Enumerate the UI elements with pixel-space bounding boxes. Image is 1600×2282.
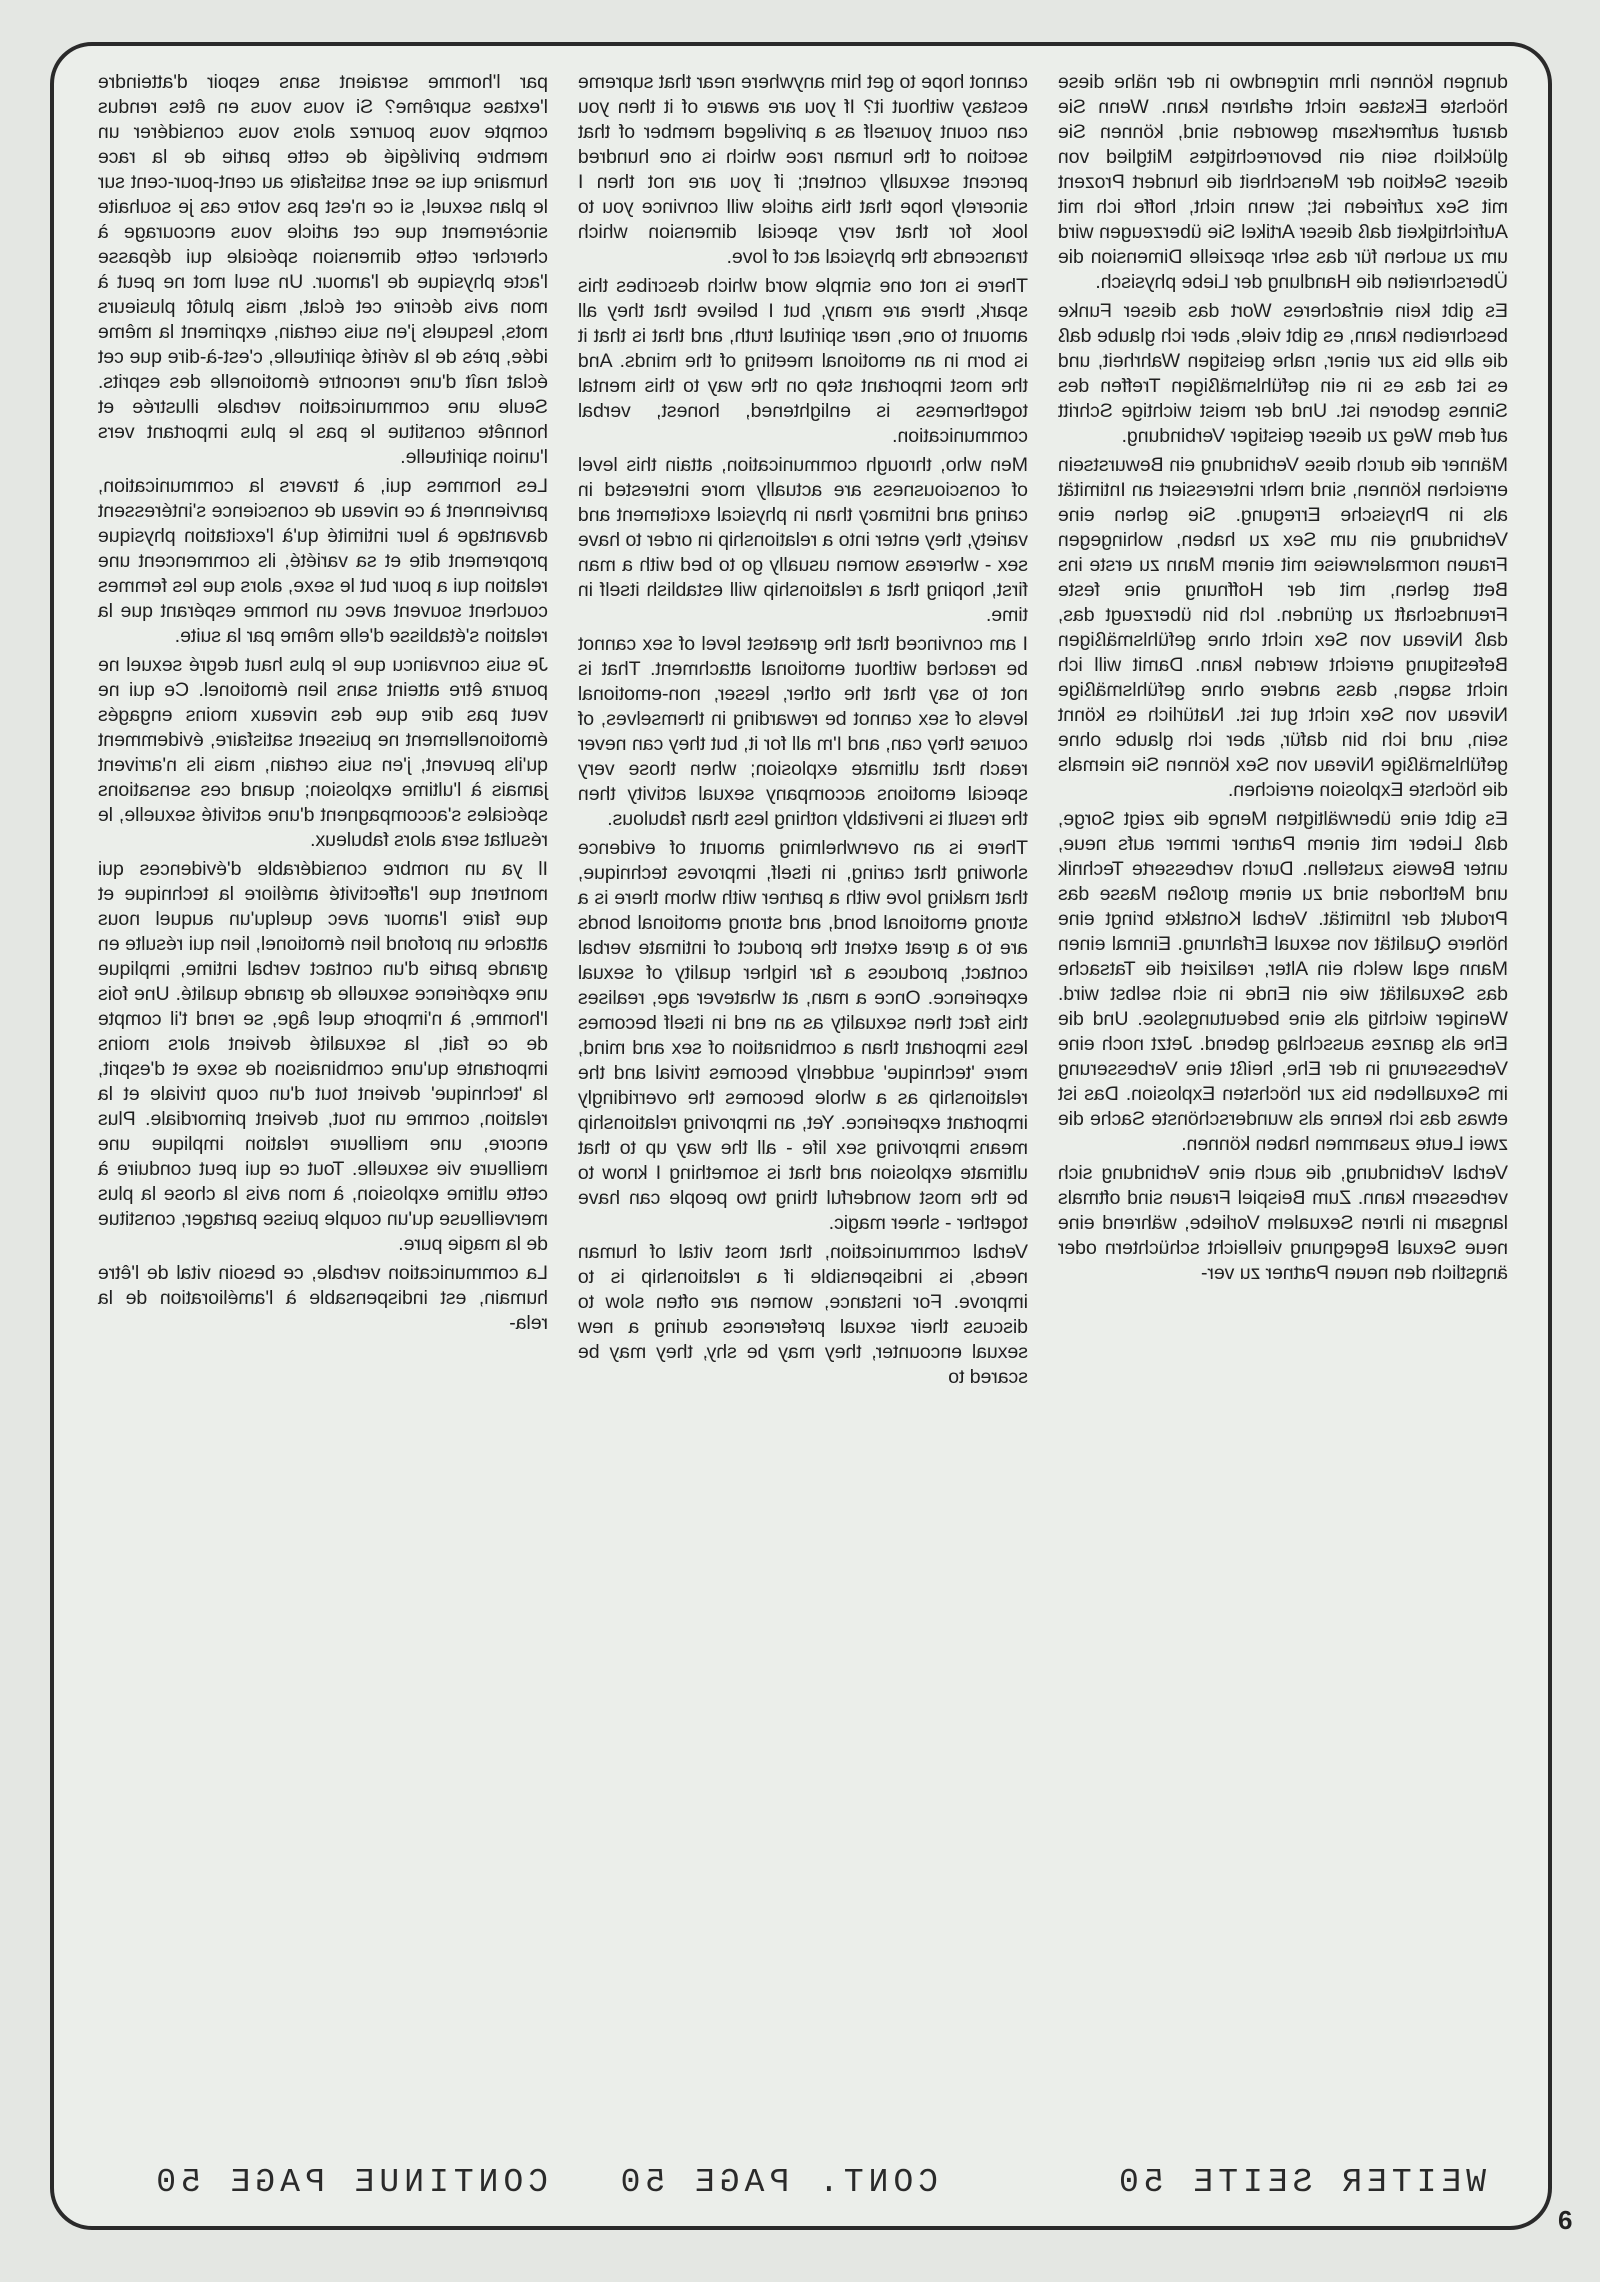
french-paragraph: par l'homme seraient sans espoir d'atteindre l'extase suprême? Si vous vous en êtes rendus compte vous pourrez alors vous considérer un membre privilégié de cette partie de la race humaine qui se sent satisfaite au cent-pour-cent sur le plan sexuel, si ce n'est pas votre cas je souhaite sincèrement que cet article vous encourage à chercher cette dimension spéciale qui dépasse l'acte physique de l'amour. Un seul mot ne peut à mon avis décrire cet éclat, mais plutôt plusieurs mots, lesquels j'en suis certain, expriment la même idée, près de la vérité spirituelle, c'est-à-dire que cet éclat naît d'une rencontre émotionelle des esprits. Seule une communication verbale illustrée et honnête constitue le pas le plus important vers l'union spirituelle. bbox=[98, 71, 548, 468]
english-column bbox=[578, 70, 1028, 1394]
french-continuation-footer: CONTINUE PAGE 50 bbox=[151, 2164, 548, 2201]
german-column bbox=[1058, 70, 1508, 1290]
english-paragraph: Men who, through communication, attain this level of consciousness are actually more interested in caring and intimacy than in physical excitement and variety, they enter into a relationship in order to have sex - whereas women usually go to bed with a man first, hoping that a relationship will establish itself in time. bbox=[578, 454, 1028, 626]
english-continuation-footer: CONT. PAGE 50 bbox=[615, 2164, 938, 2201]
page-number: 6 bbox=[1558, 2205, 1573, 2235]
german-paragraph: dungen können ihm nirgendwo in der nähe diese höchste Ekstase nicht erfahren kann. Wenn Sie darauf aufmerksam geworden sind, können Sie glücklich sein ein bevorrechtigtes Mitglied von dieser Sektion der Menschheit die hundert Prozent mit Sex zufrieden ist; wenn nicht, hoffe ich mit Aufrichtigkeit daß dieser Artikel Sie überzeugen wird um zu suchen für das sehr spezielle Dimension die Überschreiten die Handlung der Liebe physisch. bbox=[1058, 71, 1508, 293]
english-paragraph: I am convinced that the greatest level of sex cannot be reached without emotional attachment. That is not to say that the other, lesser, non-emotional levels of sex cannot be rewarding in themselves, of course they can, and I'm all for it, but they can never reach that ultimate explosion; when those very special emotions accompany sexual activity then the result is inevitably nothing less than fabulous. bbox=[578, 633, 1028, 830]
english-paragraph: cannot hope to get him anywhere near that supreme ecstasy without it? If you are aware of it then you can count yourself as a privileged member of that section of the human race which is one hundred percent sexually content; if you are not then I sincerely hope that this article will convince you to look for that very special dimension which transcends the physical act of love. bbox=[578, 71, 1028, 268]
french-paragraph: Les hommes qui, à travers la communication, parviennent à ce niveau de conscience s'intéressent davantage à leur intimité qu'à l'excitation physique proprement dite et sa variété, ils commencent une relation qui a pour but le sexe, alors que les femmes couchent souvent avec un homme espérant que la relation s'établisse d'elle même par la suite. bbox=[98, 475, 548, 647]
german-paragraph: Es gibt eine überwältigten Menge die zeigt Sorge, daß Lieber mit einem Partner immer aufs neue, unter Beweis zustellen. Durch verbesserte Technik und Methoden sind zu einem großen Masse das Produkt der Intimität. Verbal Kontakte bringt eine höhere Qualität von sexual Erfahrung. Einmal einen Mann egal welch ein Alter, realiziert die Tatsache das Sexualität wie ein Ende in sich selbst wird. Weniger wichtig als eine bedeutungslose. Und die Ehe als ganzes ausschlag gebend. Jetzt noch eine Verbesserung in der Ehe, heißt eine Verbesserung im Sexualleben bis zur höchsten Explosion. Das ist etwas das ich kenne als wunderschönste Sache die zwei Leute zusammen haben können. bbox=[1058, 808, 1508, 1155]
rounded-text-frame bbox=[50, 42, 1552, 2230]
mirrored-text-layer bbox=[54, 46, 1548, 2226]
english-paragraph: Verbal communication, that most vital of human needs, is indispensible if a relationship is to improve. For instance, women are often slow to discuss their sexual preferences during a new sexual encounter, they may be shy, they may be scared to bbox=[578, 1241, 1028, 1388]
french-paragraph: La communication verbale, ce besoin vital de l'être humain, est indispensable à l'amélioration de la rela- bbox=[98, 1262, 548, 1334]
german-paragraph: Männer die durch diese Verbindung ein Bewurstsein erreichen können, sind mehr interessiert an Intimität als in Physische Erregung. Sie gehen eine Verbindung ein um Sex zu haben, wohingegen Frauen normalerweise mit einem Mann zu erste ins Bett gehen, mit der Hoffnung eine feste Freundschaft zu gründen. Ich bin überzeugt das, daß Niveau von Sex nicht ohne gefühlsmäßigen Befestigung erreicht werden kann. Damit will ich nicht sagen, dass andere ohne gefühlsmäßige Niveau von Sex nicht gut ist. Natürlich es könnt sein, und ich bin dafür, aber ich glaube ohne gefühlsmäßige Niveau von Sex können Sie niemals die höchste Explosion erreichen. bbox=[1058, 454, 1508, 801]
german-continuation-footer: WEITER SEITE 50 bbox=[1113, 2164, 1486, 2201]
french-paragraph: Il ya un nombre considérable d'évidences qui montrent que l'affectivité améliore la technique et que faire l'amour avec quelqu'un auquel nous attache un profond lien émotionel, lien qui résulte en grande partie d'un contact verbal intime, implique une expérience sexuelle de grande qualité. Une fois l'homme, à n'importe quel âge, se rend t'il compte de ce fait, la sexualité devient alors moins importante qu'une combinaison de sexe et d'esprit, la 'technique' devient tout d'un coup triviale et la relation, comme un tout, devient primordiale. Plus encore, une meilleure relation implique une meilleure vie sexuelle. Tout ce qui peut conduire à cette ultime explosion, à mon avis la chose la plus merveilleuse qu'un couple puisse partager, constitue de la magie pure. bbox=[98, 858, 548, 1255]
english-paragraph: There is an overwhelming amount of evidence showing that caring, in itself, improves technique, that making love with a partner with whom there is a strong emotional bond, and strong emotional bonds are to a great extent the product of intimate verbal contact, produces a far higher quality of sexual experience. Once a man, at whatever age, realises this fact then sexuality as an end in itself becomes less important than a combination of sex and mind, mere 'technique' suddenly becomes trivial and the relationship as a whole becomes the overridingly important experience. Yet, an improving relationship means improving sex life - all the way up to that ultimate explosion and that is something I know to be the most wonderful thing two people can have together - sheer magic. bbox=[578, 837, 1028, 1234]
french-column bbox=[98, 70, 548, 1340]
german-paragraph: Verbal Verbindung, die auch eine Verbindung sich verbessern kann. Zum Beispiel Frauen sind oftmals langsam in ihren Sexualem Vorliebe, während eine neue Sexual Begegnung vielleicht schüchtern oder ängstlich den neuen Partner zu ver- bbox=[1058, 1162, 1508, 1284]
french-paragraph: Je suis convaincu que le plus haut degré sexuel ne pourra être atteint sans lien émotionel. Ce qui ne veut pas dire que des niveaux moins engagés émotionellement ne puissent satisfaire, évidemment qu'ils peuvent, j'en suis certain, mais ils n'arrivent jamais à l'ultime explosion; quand ces sensations spéciales s'accompagnent d'une activité sexuelle, le résultat sera alors fabuleux. bbox=[98, 654, 548, 851]
english-paragraph: There is not one simple word which describes this spark, there are many, but I believe that they all amount to one, near spiritual truth, and that is that it is born in an emotional meeting of the minds. And the most important step on the way to this mental togetherness is enlightened, honest, verbal communication. bbox=[578, 275, 1028, 447]
german-paragraph: Es gibt kein einfacheres Wort das dieser Funke beschreiben kann, es gibt viele, aber ich glaube daß die alle bis zur einer, nahe geistigen Wahrheit, und es ist das es in ein gefühlsmäßigen Treffen des Sinnes geboren ist. Und der meist wichtige Schritt auf dem Weg zu dieser geistiger Verbindung. bbox=[1058, 300, 1508, 447]
